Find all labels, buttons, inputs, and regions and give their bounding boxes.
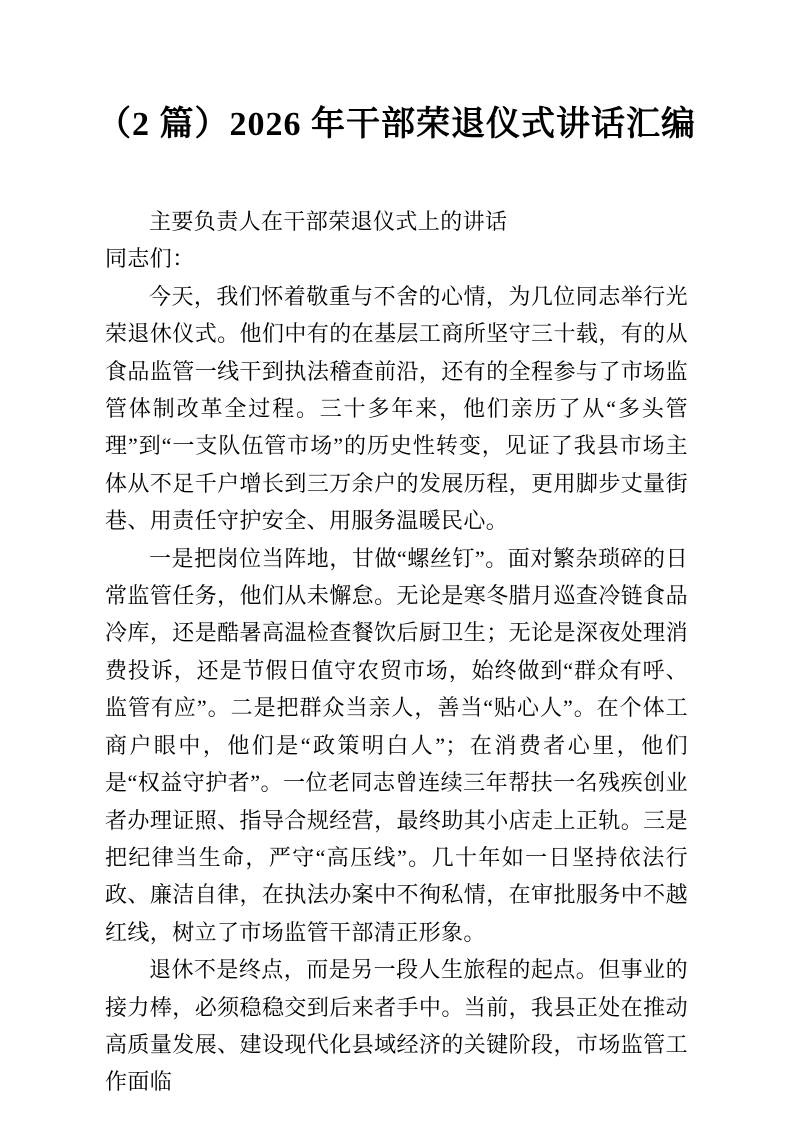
paragraph-speech-subtitle: 主要负责人在干部荣退仪式上的讲话 <box>149 209 508 234</box>
document-title: （2 篇）2026 年干部荣退仪式讲话汇编 <box>97 106 696 143</box>
document-body <box>0 203 793 1101</box>
paragraph-retirement-outlook: 退休不是终点，而是另一段人生旅程的起点。但事业的接力棒，必须稳稳交到后来者手中。当前，我县正处在推动高质量发展、建设现代化县域经济的关键阶段，市场监管工作面临 <box>105 957 688 1095</box>
paragraph-three-points: 一是把岗位当阵地，甘做“螺丝钉”。面对繁杂琐碎的日常监管任务，他们从未懈怠。无论是寒冬腊月巡查冷链食品冷库，还是酷暑高温检查餐饮后厨卫生；无论是深夜处理消费投诉，还是节假日值守农贸市场，始终做到“群众有呼、监管有应”。二是把群众当亲人，善当“贴心人”。在个体工商户眼中，他们是“政策明白人”；在消费者心里，他们是“权益守护者”。一位老同志曾连续三年帮扶一名残疾创业者办理证照、指导合规经营，最终助其小店走上正轨。三是把纪律当生命，严守“高压线”。几十年如一日坚持依法行政、廉洁自律，在执法办案中不徇私情，在审批服务中不越红线，树立了市场监管干部清正形象。 <box>105 545 688 945</box>
paragraph-salutation: 同志们： <box>105 246 195 272</box>
paragraph-intro: 今天，我们怀着敬重与不舍的心情，为几位同志举行光荣退休仪式。他们中有的在基层工商所坚守三十载，有的从食品监管一线干到执法稽查前沿，还有的全程参与了市场监管体制改革全过程。三十多年来，他们亲历了从“多头管理”到“一支队伍管市场”的历史性转变，见证了我县市场主体从不足千户增长到三万余户的发展历程，更用脚步丈量街巷、用责任守护安全、用服务温暖民心。 <box>105 283 688 534</box>
